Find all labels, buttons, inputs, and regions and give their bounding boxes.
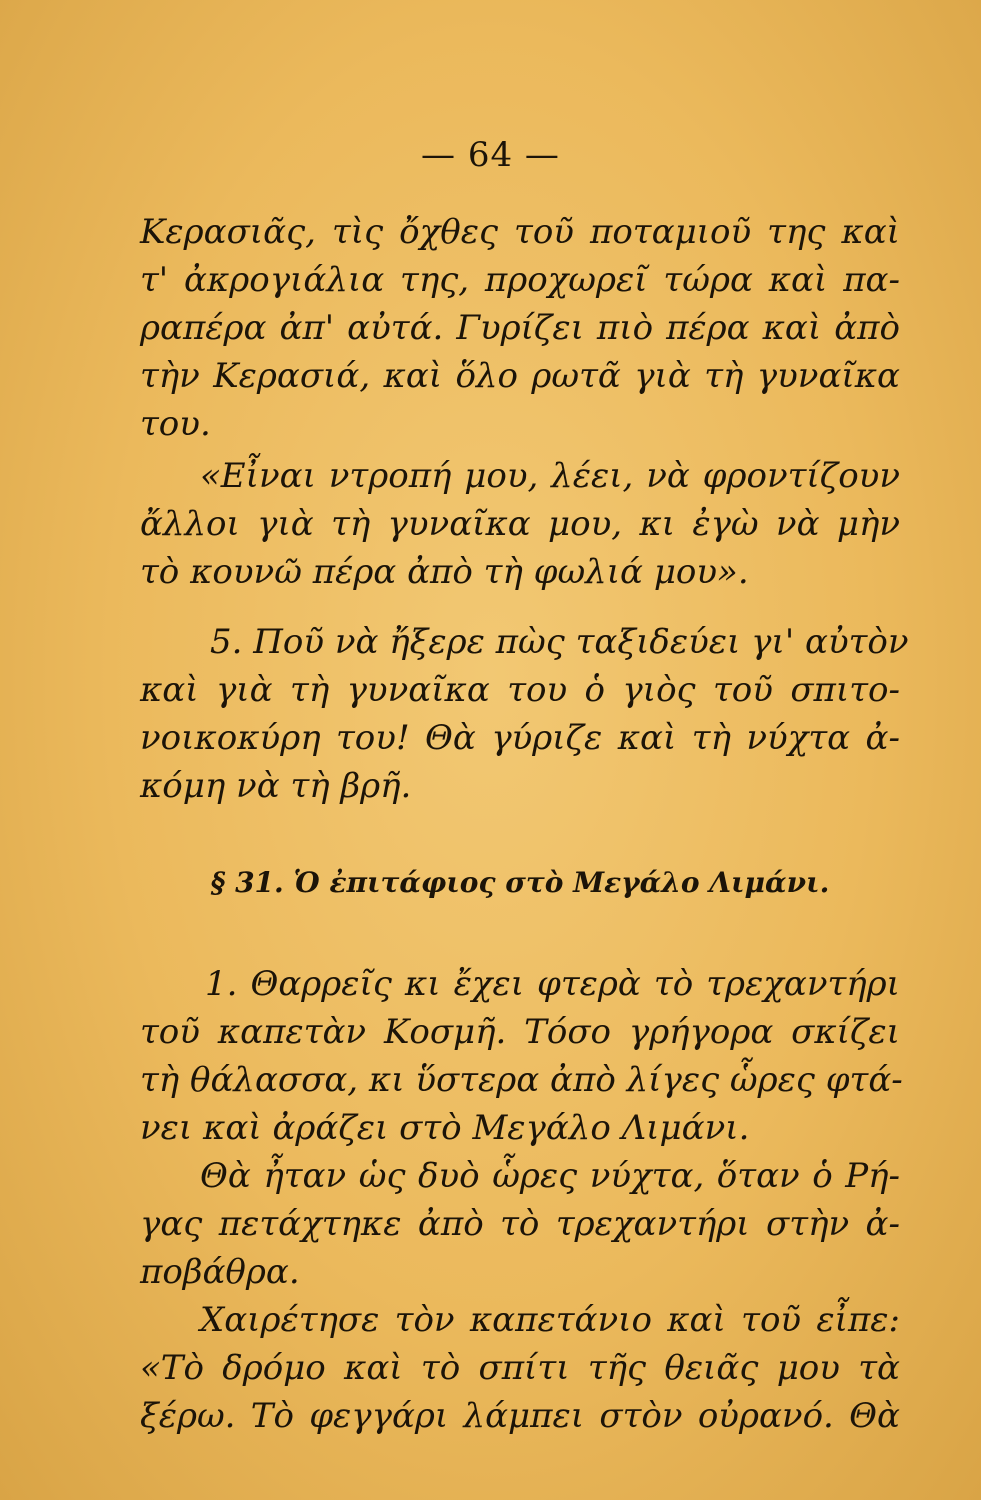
text-line: 1. Θαρρεῖς κι ἔχει φτερὰ τὸ τρεχαντήρι <box>205 964 900 1004</box>
text-line: τὴν Κερασιά, καὶ ὅλο ρωτᾶ γιὰ τὴ γυναῖκα <box>140 356 900 396</box>
text-line: νει καὶ ἀράζει στὸ Μεγάλο Λιμάνι. <box>140 1108 750 1148</box>
text-line: Χαιρέτησε τὸν καπετάνιο καὶ τοῦ εἶπε: <box>200 1300 900 1340</box>
text-line: 5. Ποῦ νὰ ἤξερε πὼς ταξιδεύει γι' αὐτὸν <box>210 622 909 662</box>
text-line: κόμη νὰ τὴ βρῆ. <box>140 766 412 806</box>
text-line: ποβάθρα. <box>140 1252 300 1292</box>
text-line: τὸ κουνῶ πέρα ἀπὸ τὴ φωλιά μου». <box>140 552 749 592</box>
text-line: καὶ γιὰ τὴ γυναῖκα του ὁ γιὸς τοῦ σπιτο- <box>140 670 900 710</box>
text-line: ξέρω. Τὸ φεγγάρι λάμπει στὸν οὐρανό. Θὰ <box>140 1396 900 1436</box>
page-number: — 64 — <box>421 135 560 175</box>
text-line: «Τὸ δρόμο καὶ τὸ σπίτι τῆς θειᾶς μου τὰ <box>140 1348 900 1388</box>
text-line: τὴ θάλασσα, κι ὕστερα ἀπὸ λίγες ὧρες φτά- <box>140 1060 903 1100</box>
text-line: Θὰ ἦταν ὡς δυὸ ὧρες νύχτα, ὅταν ὁ Ρή- <box>200 1156 900 1196</box>
text-line: γας πετάχτηκε ἀπὸ τὸ τρεχαντήρι στὴν ἀ- <box>140 1204 900 1244</box>
text-line: τ' ἀκρογιάλια της, προχωρεῖ τώρα καὶ πα- <box>140 260 900 300</box>
text-line: νοικοκύρη του! Θὰ γύριζε καὶ τὴ νύχτα ἀ- <box>140 718 900 758</box>
text-line: ἄλλοι γιὰ τὴ γυναῖκα μου, κι ἐγὼ νὰ μὴν <box>140 504 900 544</box>
text-line: τοῦ καπετὰν Κοσμῆ. Τόσο γρήγορα σκίζει <box>140 1012 900 1052</box>
text-line: του. <box>140 404 211 444</box>
text-line: ραπέρα ἀπ' αὐτά. Γυρίζει πιὸ πέρα καὶ ἀπὸ <box>140 308 900 348</box>
text-line: Κερασιᾶς, τὶς ὄχθες τοῦ ποταμιοῦ της καὶ <box>140 212 900 252</box>
text-line: «Εἶναι ντροπή μου, λέει, νὰ φροντίζουν <box>200 456 900 496</box>
section-heading: § 31. Ὁ ἐπιτάφιος στὸ Μεγάλο Λιμάνι. <box>210 866 830 899</box>
